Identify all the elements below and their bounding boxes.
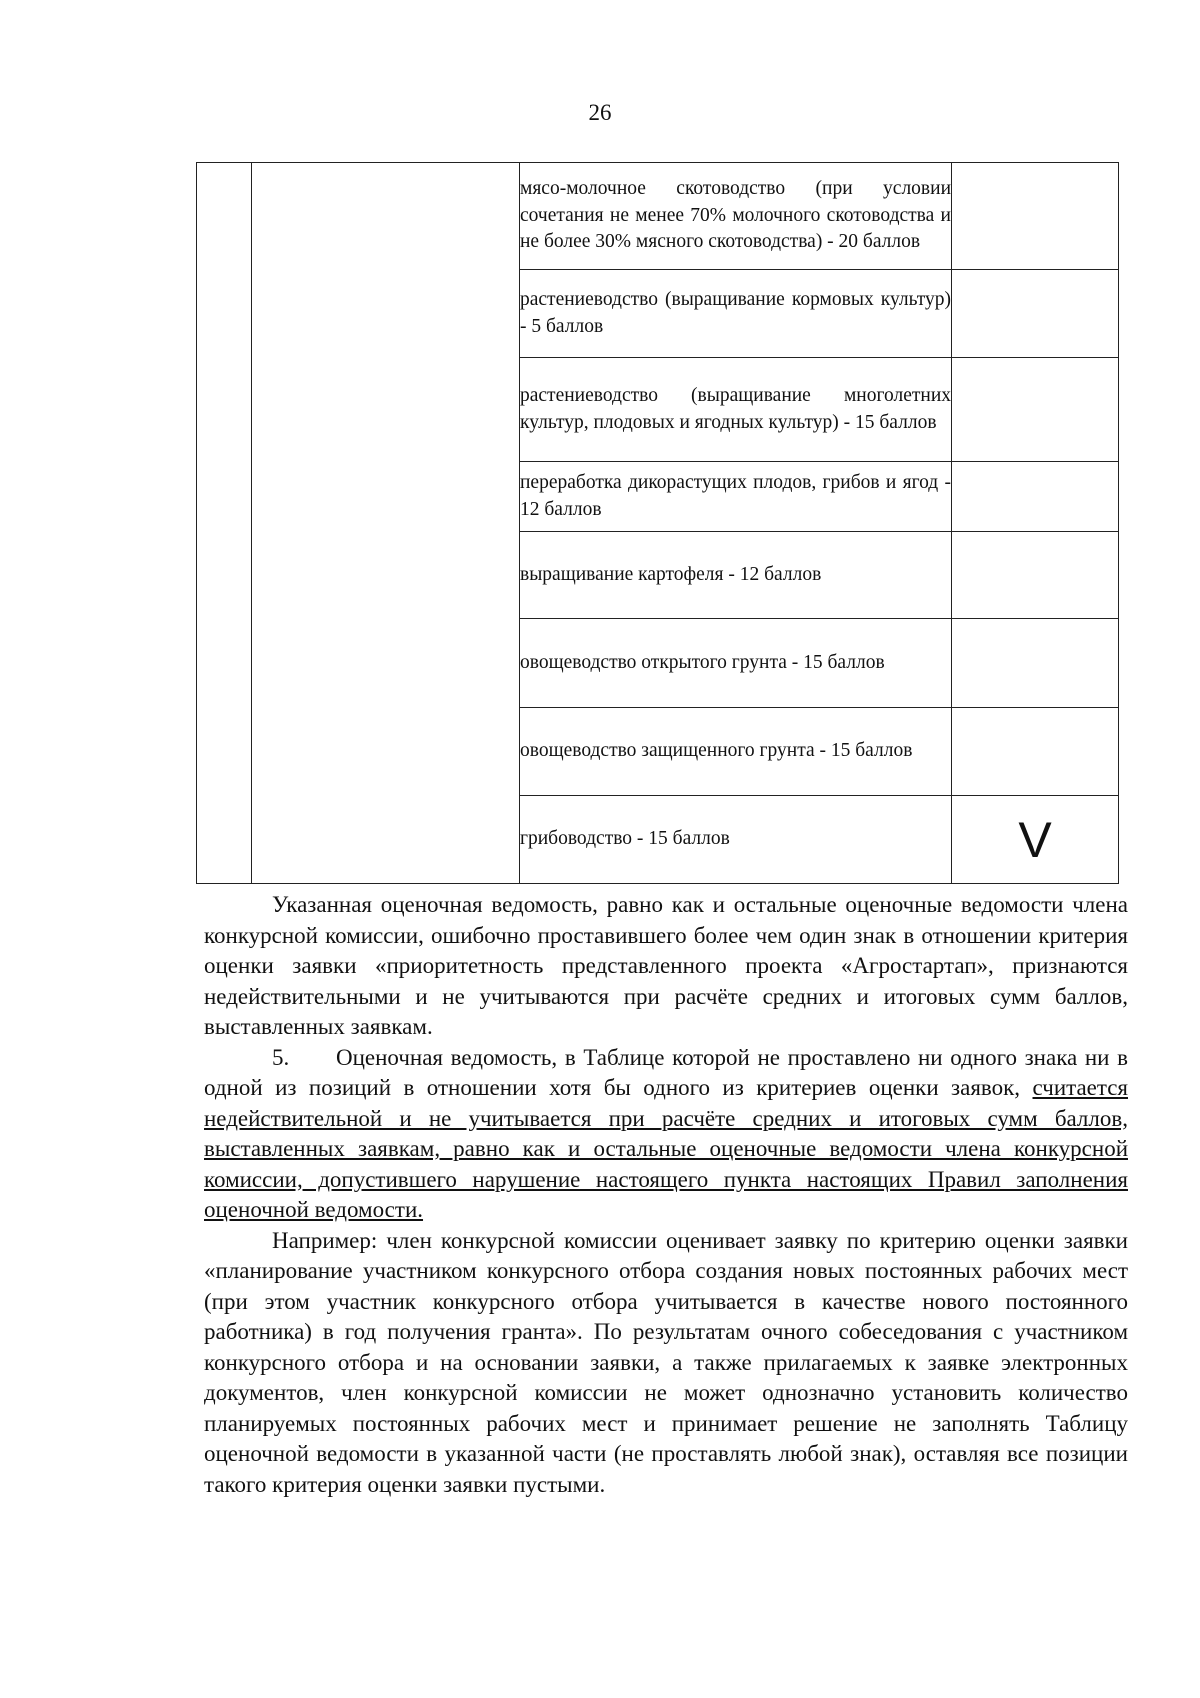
paragraph-example: Например: член конкурсной комиссии оценивает заявку по критерию оценки заявки «планирование участником конкурсного отбора создания новых постоянных рабочих мест (при этом участник конкурсного отбора учитывается в качестве нового постоянного работника) в год получения гранта». По результатам очного собеседования с участником конкурсного отбора и на основании заявки, а также прилагаемых к заявке электронных документов, член конкурсной комиссии не может однозначно установить количество планируемых постоянных рабочих мест и принимает решение не заполнять Таблицу оценочной ведомости в указанной части (не проставлять любой знак), оставляя все позиции такого критерия оценки заявки пустыми. [204, 1227, 1128, 1497]
page-number: 26 [588, 100, 612, 125]
mark-cell[interactable] [952, 532, 1119, 619]
paragraph-note: Указанная оценочная ведомость, равно как и остальные оценочные ведомости члена конкурсной комиссии, ошибочно проставившего более чем один знак в отношении критерия оценки заявки «приоритетность представленного проекта «Агростартап», признаются недействительными и не учитываются при расчёте средних и итоговых сумм баллов, выставленных заявкам. [204, 892, 1128, 1039]
evaluation-table [196, 162, 1119, 884]
criterion-cell: выращивание картофеля - 12 баллов [520, 532, 952, 619]
criterion-cell: мясо-молочное скотоводство (при условии сочетания не менее 70% молочного скотоводства и не более 30% мясного скотоводства) - 20 баллов [520, 163, 952, 270]
mark-cell[interactable] [952, 270, 1119, 358]
criterion-cell: овощеводство открытого грунта - 15 баллов [520, 619, 952, 708]
mark-cell[interactable] [952, 708, 1119, 796]
criterion-cell: переработка дикорастущих плодов, грибов и ягод - 12 баллов [520, 462, 952, 532]
blank-cell-2 [252, 163, 520, 884]
table-row [197, 163, 1119, 270]
item-5-text: Оценочная ведомость, в Таблице которой не проставлено ни одного знака ни в одной из позиций в отношении хотя бы одного из критериев оценки заявок, [204, 1044, 1128, 1100]
mark-cell[interactable] [952, 163, 1119, 270]
mark-cell[interactable] [952, 619, 1119, 708]
item-number: 5. [272, 1044, 290, 1070]
criterion-cell: растениеводство (выращивание многолетних культур, плодовых и ягодных культур) - 15 баллов [520, 358, 952, 462]
paragraph-item-5 [204, 1043, 1128, 1226]
body-text [204, 890, 1128, 1500]
mark-cell-checked[interactable]: V [952, 796, 1119, 884]
criterion-cell: овощеводство защищенного грунта - 15 баллов [520, 708, 952, 796]
criterion-cell: растениеводство (выращивание кормовых культур) - 5 баллов [520, 270, 952, 358]
mark-cell[interactable] [952, 358, 1119, 462]
blank-cell-1 [197, 163, 252, 884]
mark-cell[interactable] [952, 462, 1119, 532]
item-5-underlined-text: считается недействительной и не учитывается при расчёте средних и итоговых сумм баллов, выставленных заявкам, равно как и остальные оценочные ведомости члена конкурсной комиссии, допустившего нарушение настоящего пункта настоящих Правил заполнения оценочной ведомости. [204, 1075, 1128, 1222]
criterion-cell: грибоводство - 15 баллов [520, 796, 952, 884]
